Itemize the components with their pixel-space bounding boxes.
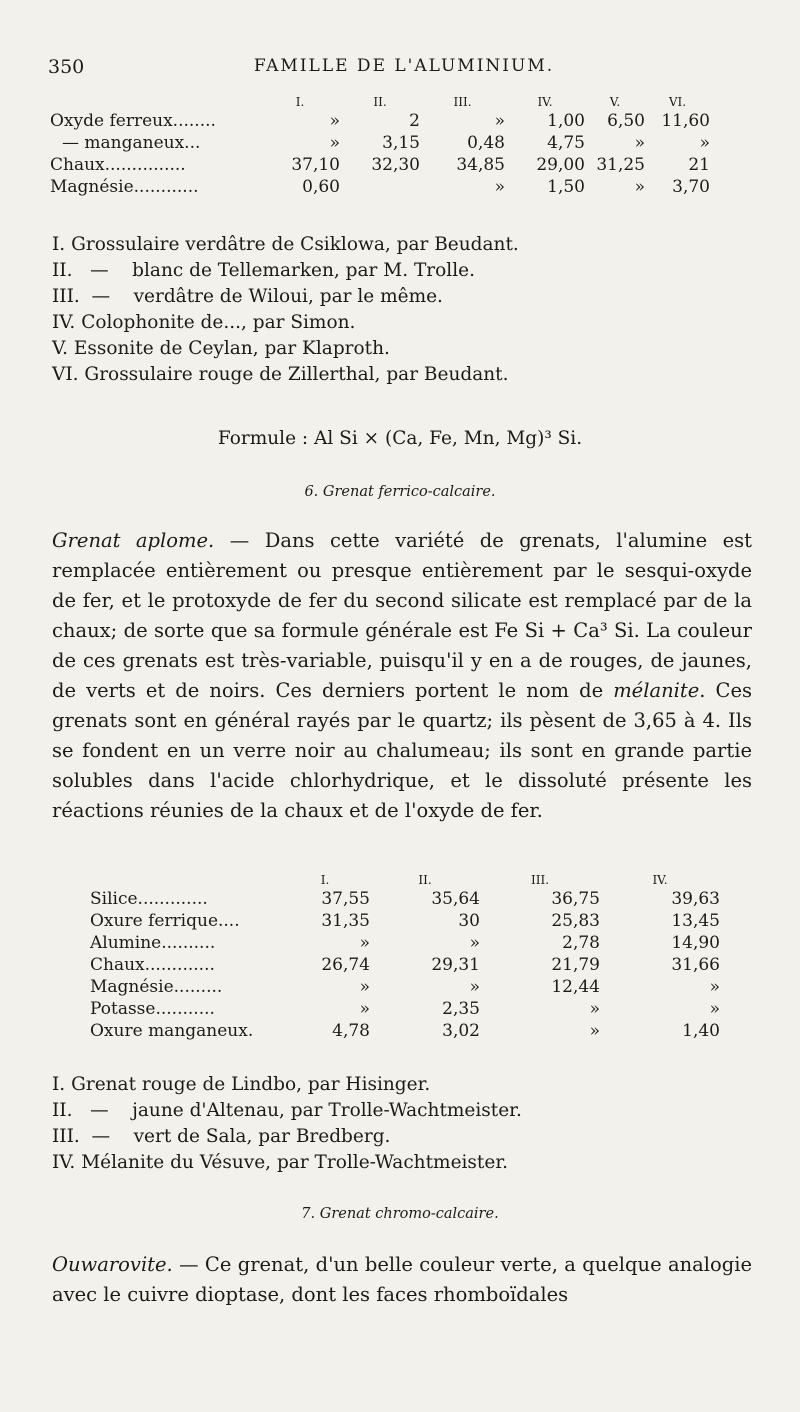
row-label: — manganeux... [62, 133, 201, 153]
table-header-row [50, 94, 710, 110]
table-row [90, 954, 720, 976]
cell-value: 31,66 [671, 955, 720, 975]
running-title: FAMILLE DE L'ALUMINIUM. [253, 56, 555, 76]
row-label: Magnésie......... [90, 977, 223, 997]
page-header [48, 48, 760, 82]
cell-value: 25,83 [551, 911, 600, 931]
column-header: IV. [652, 873, 668, 887]
row-label: Oxure manganeux. [90, 1021, 254, 1041]
cell-value: 3,70 [672, 177, 710, 197]
cell-value: 0,60 [302, 177, 340, 197]
section-heading-7: 7. Grenat chromo-calcaire. [301, 1206, 499, 1222]
table-row [50, 132, 710, 154]
reference-item: I. Grenat rouge de Lindbo, par Hisinger. [52, 1074, 431, 1095]
row-label: Chaux............. [90, 955, 215, 975]
column-header: I. [295, 95, 305, 109]
column-header: I. [320, 873, 330, 887]
term-italic: Grenat aplome. [52, 529, 215, 552]
cell-value: 2,78 [562, 933, 600, 953]
cell-value: 21,79 [551, 955, 600, 975]
reference-item: V. Essonite de Ceylan, par Klaproth. [52, 338, 390, 359]
column-header: II. [418, 873, 432, 887]
paragraph-text: — Ce grenat, d'un belle couleur verte, a quelque analogie avec le cuivre dioptase, dont les faces rhomboïdales [52, 1253, 752, 1306]
row-label: Potasse........... [90, 999, 215, 1019]
table-row [50, 110, 710, 132]
cell-value: 26,74 [321, 955, 370, 975]
column-header: III. [453, 95, 472, 109]
paragraph-text: — Dans cette variété de grenats, l'alumine est remplacée entièrement ou presque entièrement par le sesqui-oxyde de fer, et le protoxyde de fer du second silicate est remplacé par de la chaux; de sorte que sa formule générale est Fe Si + Ca³ Si. La couleur de ces grenats est très-variable, puisqu'il y en a de rouges, de jaunes, de verts et de noirs. Ces derniers portent le nom de [52, 529, 752, 702]
cell-value: 6,50 [607, 111, 645, 131]
cell-value: 37,10 [291, 155, 340, 175]
reference-item: III. — verdâtre de Wiloui, par le même. [52, 286, 443, 307]
page-number: 350 [48, 56, 85, 78]
cell-value: » [634, 177, 645, 197]
table-row [50, 154, 710, 176]
cell-value: 3,15 [382, 133, 420, 153]
row-label: Oxyde ferreux........ [50, 111, 216, 131]
references-list-1 [52, 232, 519, 388]
cell-value: 31,35 [321, 911, 370, 931]
row-label: Magnésie............ [50, 177, 199, 197]
reference-item: I. Grossulaire verdâtre de Csiklowa, par Beudant. [52, 234, 519, 255]
cell-value: » [589, 1021, 600, 1041]
cell-value: 34,85 [456, 155, 505, 175]
reference-item: VI. Grossulaire rouge de Zillerthal, par Beudant. [52, 364, 509, 385]
cell-value: » [494, 177, 505, 197]
formula-line: Formule : Al Si × (Ca, Fe, Mn, Mg)³ Si. [217, 428, 583, 449]
cell-value: » [589, 999, 600, 1019]
cell-value: » [359, 933, 370, 953]
cell-value: » [699, 133, 710, 153]
table-row [90, 910, 720, 932]
column-header: IV. [537, 95, 553, 109]
column-header: III. [530, 873, 550, 887]
table-row [90, 998, 720, 1020]
term-italic: Ouwarovite. [52, 1253, 173, 1276]
cell-value: 14,90 [671, 933, 720, 953]
table-row [90, 932, 720, 954]
row-label: Alumine.......... [90, 933, 216, 953]
cell-value: 13,45 [671, 911, 720, 931]
cell-value: » [709, 977, 720, 997]
cell-value: » [709, 999, 720, 1019]
cell-value: 29,00 [536, 155, 585, 175]
reference-item: III. — vert de Sala, par Bredberg. [52, 1126, 391, 1147]
cell-value: » [494, 111, 505, 131]
cell-value: 12,44 [551, 977, 600, 997]
cell-value: 1,50 [547, 177, 585, 197]
row-label: Oxure ferrique.... [90, 911, 240, 931]
cell-value: 36,75 [551, 889, 600, 909]
paragraph-grenat-aplome [52, 526, 752, 826]
cell-value [340, 176, 420, 198]
analysis-table-2 [90, 872, 720, 1042]
paragraph-ouwarovite [52, 1250, 752, 1310]
cell-value: » [329, 133, 340, 153]
cell-value: 1,40 [682, 1021, 720, 1041]
table-row [90, 976, 720, 998]
cell-value: 2,35 [442, 999, 480, 1019]
column-header: V. [609, 95, 621, 109]
table-header-row [90, 872, 720, 888]
analysis-table-1 [50, 94, 710, 198]
cell-value: 31,25 [596, 155, 645, 175]
reference-item: II. — blanc de Tellemarken, par M. Trolle. [52, 260, 475, 281]
cell-value: 29,31 [431, 955, 480, 975]
term-italic: mélanite [613, 679, 700, 702]
cell-value: 39,63 [671, 889, 720, 909]
cell-value: 35,64 [431, 889, 480, 909]
cell-value: 30 [458, 911, 480, 931]
reference-item: IV. Mélanite du Vésuve, par Trolle-Wachtmeister. [52, 1152, 509, 1173]
table-row [90, 1020, 720, 1042]
cell-value: » [469, 977, 480, 997]
references-list-2 [52, 1072, 522, 1176]
cell-value: 32,30 [371, 155, 420, 175]
column-header: VI. [668, 95, 687, 109]
row-label: Silice............. [90, 889, 208, 909]
cell-value: 21 [688, 155, 710, 175]
cell-value: 4,78 [332, 1021, 370, 1041]
cell-value: 1,00 [547, 111, 585, 131]
cell-value: » [359, 977, 370, 997]
cell-value: 37,55 [321, 889, 370, 909]
cell-value: » [634, 133, 645, 153]
reference-item: II. — jaune d'Altenau, par Trolle-Wachtmeister. [52, 1100, 522, 1121]
table-row [90, 888, 720, 910]
cell-value: 11,60 [661, 111, 710, 131]
cell-value: » [469, 933, 480, 953]
row-label: Chaux............... [50, 155, 186, 175]
section-heading-6: 6. Grenat ferrico-calcaire. [304, 484, 496, 500]
cell-value: 2 [409, 111, 420, 131]
cell-value: 0,48 [467, 133, 505, 153]
cell-value: » [359, 999, 370, 1019]
reference-item: IV. Colophonite de..., par Simon. [52, 312, 356, 333]
cell-value: » [329, 111, 340, 131]
paragraph-text: . Ces grenats sont en général rayés par le quartz; ils pèsent de 3,65 à 4. Ils se fondent en un verre noir au chalumeau; ils sont en grande partie solubles dans l'acide chlorhydrique, et le dissoluté présente les réactions réunies de la chaux et de l'oxyde de fer. [52, 679, 752, 822]
cell-value: 4,75 [547, 133, 585, 153]
column-header: II. [373, 95, 387, 109]
table-row [50, 176, 710, 198]
cell-value: 3,02 [442, 1021, 480, 1041]
